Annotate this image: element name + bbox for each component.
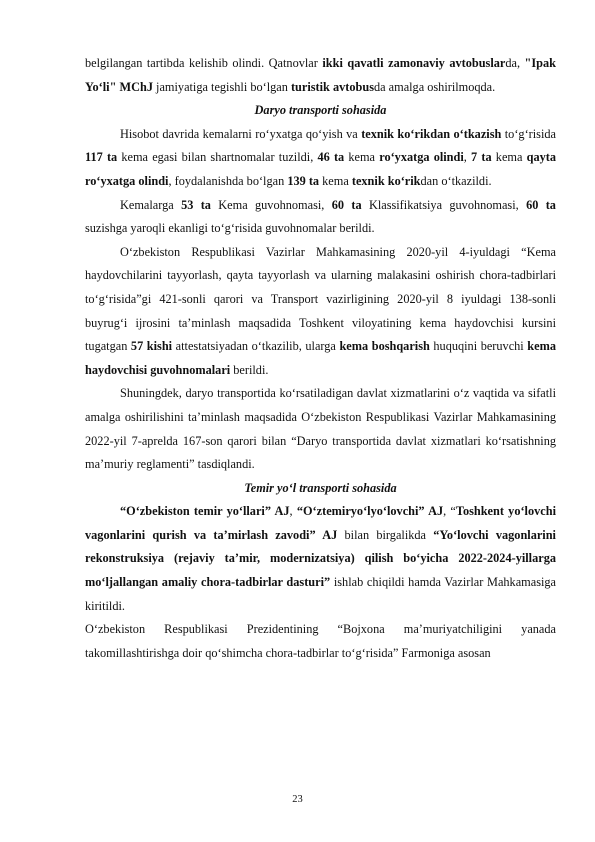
bold-run: Toshkent yo‘lovchi vagonlarini qurish va ta’mirlash zavodi” AJ (85, 504, 556, 542)
text-run: Kema guvohnomasi, (210, 197, 332, 212)
bold-run: 117 ta (85, 150, 118, 165)
document-body (85, 52, 556, 665)
bold-run: kema boshqarish (339, 339, 430, 354)
section-heading-river-transport: Daryo transporti sohasida (254, 103, 387, 118)
text-run: Hisobot davrida kemalarni ro‘yxatga qo‘yish va (120, 126, 362, 141)
bold-run: “O‘ztemiryo‘lyo‘lovchi” AJ (296, 504, 444, 519)
bold-run: turistik avtobus (290, 79, 374, 94)
text-run: dan o‘tkazildi. (420, 173, 492, 188)
bold-run: texnik ko‘rikdan o‘tkazish (361, 126, 502, 141)
text-run: , foydalanishda bo‘lgan (168, 173, 288, 188)
bold-run: kema haydovchisi guvohnomalari (85, 339, 556, 377)
bold-run: 53 ta (181, 197, 211, 212)
bold-run: "Ipak Yo‘li" MChJ (85, 56, 556, 94)
text-run: bilan birgalikda (337, 527, 434, 542)
text-run: , (289, 504, 297, 519)
text-run: Klassifikatsiya guvohnomasi, (361, 197, 527, 212)
text-run: , (463, 150, 472, 165)
paragraph-vessel-registration (85, 123, 556, 194)
page-number: 23 (292, 794, 303, 805)
text-run: to‘g‘risida (501, 126, 556, 141)
bold-run: “Yo‘lovchi vagonlarini rekonstruksiya (rejaviy ta’mir, modernizatsiya) qilish bo‘yicha 2022-2024-yillarga mo‘ljallangan amaliy chora-tadbirlar dasturi” (85, 527, 556, 590)
text-run: huquqini beruvchi (429, 339, 528, 354)
paragraph-vessel-certificates (85, 194, 556, 241)
text-run: , “ (443, 504, 456, 519)
bold-run: 139 ta (287, 173, 320, 188)
text-run: da amalga oshirilmoqda. (373, 79, 496, 94)
text-run: berildi. (230, 362, 269, 377)
text-run: da, (505, 56, 525, 70)
text-run: attestatsiyadan o‘tkazilib, ularga (172, 339, 340, 354)
paragraph-bus-operators (85, 52, 556, 99)
text-run: belgilangan tartibda kelishib olindi. Qatnovlar (85, 56, 323, 70)
text-run: O‘zbekiston Respublikasi Vazirlar Mahkamasining 2020-yil 4-iyuldagi “Kema haydovchilarini tayyorlash, qayta tayyorlash va ularning malakasini oshirish chora-tadbirlari to‘g‘risida”gi 421-sonli qarori va Transport vazirligining 2020-yil 8 iyuldagi 138-sonli buyrug‘i ijrosini ta’minlash maqsadida Toshkent viloyatining kema haydovchisi kursini tugatgan (85, 244, 556, 354)
text-run: ishlab chiqildi hamda Vazirlar Mahkamasiga kiritildi. (85, 575, 556, 613)
section-heading-railway-transport: Temir yo‘l transporti sohasida (244, 480, 397, 495)
bold-run: texnik ko‘rik (351, 173, 421, 188)
paragraph-railway-program (85, 500, 556, 618)
bold-run: qayta ro‘yxatga olindi (85, 150, 557, 188)
text-run: kema (344, 150, 380, 165)
bold-run: 60 ta (526, 197, 556, 212)
text-run: suzishga yaroqli ekanligi to‘g‘risida guvohnomalar berildi. (85, 221, 375, 236)
bold-run: 60 ta (331, 197, 362, 212)
bold-run: 46 ta (317, 150, 345, 165)
text-run: kema (319, 173, 352, 188)
bold-run: ikki qavatli zamonaviy avtobuslar (322, 56, 506, 70)
text-run: kema egasi bilan shartnomalar tuzildi, (117, 150, 318, 165)
bold-run: 57 kishi (130, 339, 173, 354)
paragraph-customs-decree: O‘zbekiston Respublikasi Prezidentining “Bojxona ma’muriyatchiligini yanada takomillashtirishga doir qo‘shimcha chora-tadbirlar to‘g‘risida” Farmoniga asosan (85, 622, 556, 660)
text-run: jamiyatiga tegishli bo‘lgan (152, 79, 291, 94)
bold-run: “O‘zbekiston temir yo‘llari” AJ (120, 504, 290, 519)
text-run: Kemalarga (120, 197, 182, 212)
paragraph-driver-training (85, 241, 556, 383)
bold-run: ro‘yxatga olindi (379, 150, 464, 165)
paragraph-river-regulations: Shuningdek, daryo transportida ko‘rsatiladigan davlat xizmatlarini o‘z vaqtida va sifatli amalga oshirilishini ta’minlash maqsadida O‘zbekiston Respublikasi Vazirlar Mahkamasining 2022-yil 7-aprelda 167-son qarori bilan “Daryo transportida davlat xizmatlari ko‘rsatishning ma’muriy reglamenti” tasdiqlandi. (85, 386, 556, 472)
bold-run: 7 ta (471, 150, 492, 165)
text-run: kema (491, 150, 527, 165)
